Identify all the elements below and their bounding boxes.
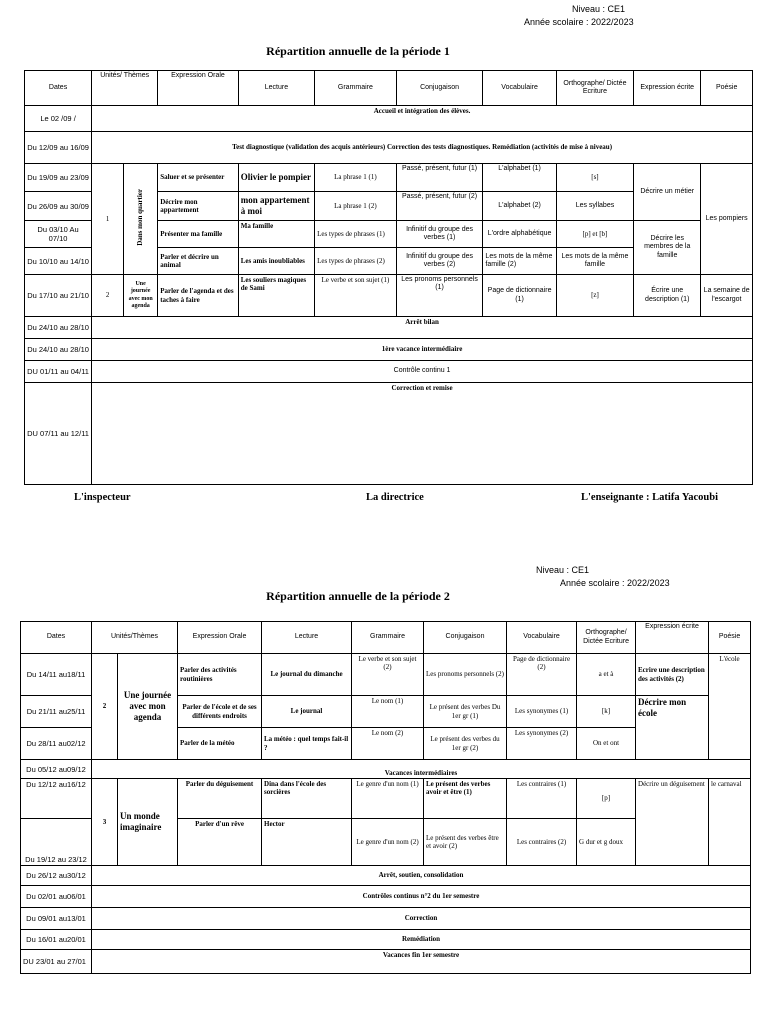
- row-date: Du 05/12 au09/12: [21, 760, 92, 779]
- table-row: [25, 164, 753, 192]
- orthographe-cell: G dur et g doux: [577, 819, 636, 866]
- header-conjugaison: Conjugaison: [396, 71, 483, 106]
- row-date: Du 09/01 au13/01: [21, 908, 92, 930]
- grammaire-cell: Le genre d'un nom (1): [352, 779, 424, 819]
- row-event: Correction et remise: [92, 383, 753, 485]
- vocabulaire-cell: Page de dictionnaire (1): [483, 275, 556, 317]
- row-date: Du 03/10 Au 07/10: [25, 221, 92, 248]
- row-date: Du 21/11 au25/11: [21, 696, 92, 728]
- row-date: Du 24/10 au 28/10: [25, 317, 92, 339]
- orthographe-cell: Les syllabes: [556, 192, 633, 221]
- lecture-cell: Le journal: [262, 696, 352, 728]
- oral-cell: Parler de l'école et de ses différents endroits: [178, 696, 262, 728]
- unit-theme: Une journée avec mon agenda: [124, 275, 158, 317]
- header-conjugaison: Conjugaison: [424, 622, 507, 654]
- header-vocabulaire: Vocabulaire: [483, 71, 556, 106]
- row-date: Du 26/12 au30/12: [21, 866, 92, 886]
- oral-cell: Parler du déguisement: [178, 779, 262, 819]
- unit-theme-label: Dans mon quartier: [136, 189, 145, 247]
- lecture-cell: Olivier le pompier: [238, 164, 314, 192]
- expression-ecrite-cell: Ecrire une description des activités (2): [636, 654, 709, 696]
- expression-ecrite-cell: Écrire une description (1): [634, 275, 701, 317]
- row-date: Du 28/11 au02/12: [21, 728, 92, 760]
- row-event: Accueil et intégration des élèves.: [92, 106, 753, 132]
- grammaire-cell: La phrase 1 (2): [315, 192, 397, 221]
- oral-cell: Parler de l'agenda et des taches à faire: [158, 275, 239, 317]
- unit-number: 2: [92, 654, 118, 760]
- header-expression-ecrite: Expression écrite: [634, 71, 701, 106]
- orthographe-cell: [k]: [577, 696, 636, 728]
- row-event: Contrôles continus n°2 du 1er semestre: [92, 886, 751, 908]
- row-event: Correction: [92, 908, 751, 930]
- header-expression-orale: Expression Orale: [178, 622, 262, 654]
- signature-enseignante: L'enseignante : Latifa Yacoubi: [581, 492, 718, 503]
- vocabulaire-cell: Les contraires (2): [507, 819, 577, 866]
- table-row: [21, 760, 751, 779]
- expression-ecrite-cell: Décrire un métier: [634, 164, 701, 221]
- header-grammaire: Grammaire: [352, 622, 424, 654]
- orthographe-cell: Les mots de la même famille: [556, 248, 633, 275]
- orthographe-cell: a et à: [577, 654, 636, 696]
- grammaire-cell: Les types de phrases (1): [315, 221, 397, 248]
- vocabulaire-cell: Les mots de la même famille (2): [483, 248, 556, 275]
- row-event: Vacances fin 1er semestre: [92, 950, 751, 974]
- expression-ecrite-cell: Décrire mon école: [636, 696, 709, 760]
- row-date: Du 26/09 au 30/09: [25, 192, 92, 221]
- header-unites: Unités/ Thèmes: [92, 71, 158, 106]
- oral-cell: Parler d'un rêve: [178, 819, 262, 866]
- table-row: [25, 317, 753, 339]
- conjugaison-cell: Le présent des verbes avoir et être (1): [424, 779, 507, 819]
- conjugaison-cell: Le présent des verbes être et avoir (2): [424, 819, 507, 866]
- vocabulaire-cell: L'ordre alphabétique: [483, 221, 556, 248]
- row-date: Du 19/09 au 23/09: [25, 164, 92, 192]
- row-date: Du 02/01 au06/01: [21, 886, 92, 908]
- poesie-cell: Les pompiers: [701, 164, 753, 275]
- grammaire-cell: Le verbe et son sujet (2): [352, 654, 424, 696]
- signature-inspecteur: L'inspecteur: [74, 492, 131, 503]
- lecture-cell: Ma famille: [238, 221, 314, 248]
- period2-table: [20, 621, 751, 974]
- row-date: Du 12/09 au 16/09: [25, 132, 92, 164]
- signature-directrice: La directrice: [366, 492, 424, 503]
- oral-cell: Parler de la météo: [178, 728, 262, 760]
- grammaire-cell: Le nom (2): [352, 728, 424, 760]
- lecture-cell: Les amis inoubliables: [238, 248, 314, 275]
- table-row: [21, 930, 751, 950]
- grammaire-cell: Le genre d'un nom (2): [352, 819, 424, 866]
- lecture-cell: mon appartement à moi: [238, 192, 314, 221]
- table-row: [25, 132, 753, 164]
- row-date: DU 23/01 au 27/01: [21, 950, 92, 974]
- vocabulaire-cell: Les contraires (1): [507, 779, 577, 819]
- row-event: Contrôle continu 1: [92, 361, 753, 383]
- table-row: [21, 866, 751, 886]
- grammaire-cell: Le nom (1): [352, 696, 424, 728]
- header-expression-ecrite: Expression écrite: [636, 622, 709, 654]
- oral-cell: Décrire mon appartement: [158, 192, 239, 221]
- header-orthographe: Orthographe/ Dictée Ecriture: [556, 71, 633, 106]
- conjugaison-cell: Le présent des verbes Du 1er gr (1): [424, 696, 507, 728]
- row-date: Du 10/10 au 14/10: [25, 248, 92, 275]
- expression-ecrite-cell: Décrire un déguisement: [636, 779, 709, 866]
- table-row: [25, 361, 753, 383]
- expression-ecrite-cell: Décrire les membres de la famille: [634, 221, 701, 275]
- header-poesie: Poésie: [709, 622, 751, 654]
- orthographe-cell: [s]: [556, 164, 633, 192]
- header-unites: Unités/Thèmes: [92, 622, 178, 654]
- orthographe-cell: [p]: [577, 779, 636, 819]
- unit-number: 1: [92, 164, 124, 275]
- row-date: Du 14/11 au18/11: [21, 654, 92, 696]
- lecture-cell: La météo : quel temps fait-il ?: [262, 728, 352, 760]
- row-event: 1ère vacance intermédiaire: [92, 339, 753, 361]
- page-title: Répartition annuelle de la période 2: [266, 589, 450, 603]
- lecture-cell: Dina dans l'école des sorcières: [262, 779, 352, 819]
- lecture-cell: Les souliers magiques de Sami: [238, 275, 314, 317]
- lecture-cell: Le journal du dimanche: [262, 654, 352, 696]
- row-event: Arrêt bilan: [92, 317, 753, 339]
- header-lecture: Lecture: [238, 71, 314, 106]
- row-date: Du 17/10 au 21/10: [25, 275, 92, 317]
- orthographe-cell: [z]: [556, 275, 633, 317]
- vocabulaire-cell: Page de dictionnaire (2): [507, 654, 577, 696]
- table-row: [25, 339, 753, 361]
- poesie-cell: L'école: [709, 654, 751, 760]
- row-date: Du 24/10 au 28/10: [25, 339, 92, 361]
- table-header-row: [25, 71, 753, 106]
- conjugaison-cell: Passé, présent, futur (2): [396, 192, 483, 221]
- unit-number: 2: [92, 275, 124, 317]
- page-title: Répartition annuelle de la période 1: [266, 44, 450, 58]
- period1-table: [24, 70, 753, 485]
- table-row: [25, 383, 753, 485]
- vocabulaire-cell: Les synonymes (1): [507, 696, 577, 728]
- table-row: [21, 779, 751, 819]
- row-date: DU 01/11 au 04/11: [25, 361, 92, 383]
- table-row: [21, 886, 751, 908]
- unit-theme: [124, 164, 158, 275]
- grammaire-cell: Les types de phrases (2): [315, 248, 397, 275]
- table-row: [21, 950, 751, 974]
- table-row: [25, 106, 753, 132]
- vocabulaire-cell: L'alphabet (1): [483, 164, 556, 192]
- header-orthographe: Orthographe/ Dictée Ecriture: [577, 622, 636, 654]
- school-year-label: Année scolaire : 2022/2023: [560, 578, 670, 588]
- oral-cell: Présenter ma famille: [158, 221, 239, 248]
- row-date: DU 07/11 au 12/11: [25, 383, 92, 485]
- header-poesie: Poésie: [701, 71, 753, 106]
- grammaire-cell: La phrase 1 (1): [315, 164, 397, 192]
- row-event: Remédiation: [92, 930, 751, 950]
- oral-cell: Parler des activités routinières: [178, 654, 262, 696]
- niveau-label: Niveau : CE1: [536, 565, 590, 575]
- table-row: [21, 908, 751, 930]
- header-lecture: Lecture: [262, 622, 352, 654]
- orthographe-cell: [p] et [b]: [556, 221, 633, 248]
- header-dates: Dates: [21, 622, 92, 654]
- row-date: Du 12/12 au16/12: [21, 779, 92, 819]
- conjugaison-cell: Les pronoms personnels (2): [424, 654, 507, 696]
- row-event: Test diagnostique (validation des acquis antérieurs) Correction des tests diagnostiques. Remédiation (activités de mise à niveau): [92, 132, 753, 164]
- conjugaison-cell: Passé, présent, futur (1): [396, 164, 483, 192]
- unit-theme: Un monde imaginaire: [118, 779, 178, 866]
- vocabulaire-cell: L'alphabet (2): [483, 192, 556, 221]
- conjugaison-cell: Infinitif du groupe des verbes (1): [396, 221, 483, 248]
- table-header-row: [21, 622, 751, 654]
- poesie-cell: La semaine de l'escargot: [701, 275, 753, 317]
- orthographe-cell: On et ont: [577, 728, 636, 760]
- header-dates: Dates: [25, 71, 92, 106]
- row-date: Du 19/12 au 23/12: [21, 819, 92, 866]
- conjugaison-cell: Les pronoms personnels (1): [396, 275, 483, 317]
- lecture-cell: Hector: [262, 819, 352, 866]
- unit-theme: Une journée avec mon agenda: [118, 654, 178, 760]
- header-expression-orale: Expression Orale: [158, 71, 239, 106]
- conjugaison-cell: Infinitif du groupe des verbes (2): [396, 248, 483, 275]
- row-event: Arrêt, soutien, consolidation: [92, 866, 751, 886]
- table-row: [21, 654, 751, 696]
- header-grammaire: Grammaire: [315, 71, 397, 106]
- unit-number: 3: [92, 779, 118, 866]
- oral-cell: Saluer et se présenter: [158, 164, 239, 192]
- school-year-label: Année scolaire : 2022/2023: [524, 17, 634, 27]
- conjugaison-cell: Le présent des verbes du 1er gr (2): [424, 728, 507, 760]
- header-vocabulaire: Vocabulaire: [507, 622, 577, 654]
- poesie-cell: le carnaval: [709, 779, 751, 866]
- oral-cell: Parler et décrire un animal: [158, 248, 239, 275]
- row-date: Le 02 /09 /: [25, 106, 92, 132]
- vocabulaire-cell: Les synonymes (2): [507, 728, 577, 760]
- table-row: [25, 275, 753, 317]
- row-event: Vacances intermédiaires: [92, 760, 751, 779]
- row-date: Du 16/01 au20/01: [21, 930, 92, 950]
- niveau-label: Niveau : CE1: [572, 4, 626, 14]
- grammaire-cell: Le verbe et son sujet (1): [315, 275, 397, 317]
